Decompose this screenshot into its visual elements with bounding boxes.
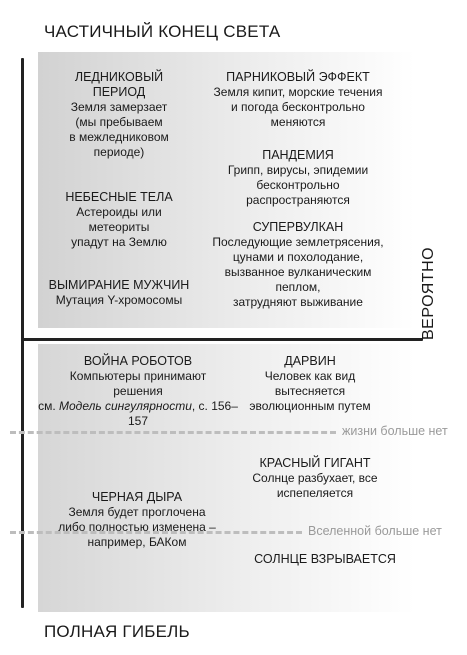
scenario-heading: ПАНДЕМИЯ — [262, 148, 334, 162]
scenario-description: Солнце разбухает, все испепеляется — [252, 471, 378, 500]
vertical-axis — [21, 58, 24, 608]
scenario-description: Компьютеры принимают решения — [69, 369, 207, 398]
scenario-heading: ЧЕРНАЯ ДЫРА — [91, 490, 183, 504]
probability-axis-label: ВЕРОЯТНО — [420, 246, 437, 340]
scenario-robot-war — [36, 354, 240, 429]
universe-threshold-label: Вселенной больше нет — [308, 524, 442, 538]
scenario-celestial-bodies — [44, 190, 194, 250]
scenario-heading: ПАРНИКОВЫЙ ЭФФЕКТ — [226, 70, 370, 84]
scenario-heading: НЕБЕСНЫЕ ТЕЛА — [65, 190, 173, 204]
scenario-description: Астероиды или метеориты упадут на Землю — [71, 205, 167, 249]
scenario-description: Мутация Y-хромосомы — [55, 293, 183, 307]
scenario-heading: СОЛНЦЕ ВЗРЫВАЕТСЯ — [254, 552, 396, 566]
scenario-description: Земля замерзает (мы пребываем в межледниковом периоде) — [69, 100, 169, 159]
life-threshold-label: жизни больше нет — [342, 424, 448, 438]
scenario-heading: СУПЕРВУЛКАН — [252, 220, 344, 234]
scenario-pandemic — [200, 148, 396, 208]
scenario-heading: ДАРВИН — [284, 354, 336, 368]
scenario-red-giant — [240, 456, 390, 501]
scenario-description: Человек как вид вытесняется эволюционным путем — [249, 369, 371, 413]
scenario-greenhouse-effect — [200, 70, 396, 130]
scenario-supervolcano — [196, 220, 400, 310]
scenario-description: Последующие землетрясения, цунами и похолодание, вызванное вулканическим пеплом, затрудняют выживание — [212, 235, 384, 309]
horizontal-axis — [21, 338, 423, 341]
scenario-heading: ЛЕДНИКОВЫЙ ПЕРИОД — [74, 70, 164, 99]
scenario-description: Грипп, вирусы, эпидемии бесконтрольно распространяются — [227, 163, 369, 207]
scenario-description: Земля будет проглочена либо полностью изменена – например, БАКом — [58, 505, 216, 549]
scenario-reference: см. Модель сингулярности, с. 156–157 — [38, 399, 238, 428]
top-title: ЧАСТИЧНЫЙ КОНЕЦ СВЕТА — [44, 22, 281, 41]
scenario-black-hole — [52, 490, 222, 550]
bottom-title: ПОЛНАЯ ГИБЕЛЬ — [44, 622, 190, 641]
scenario-heading: ВОЙНА РОБОТОВ — [83, 354, 193, 368]
scenario-male-extinction — [40, 278, 198, 308]
scenario-ice-age — [44, 70, 194, 160]
life-threshold-line — [10, 431, 336, 434]
scenario-heading: КРАСНЫЙ ГИГАНТ — [259, 456, 371, 470]
scenario-darwin — [240, 354, 380, 414]
universe-threshold-line — [10, 531, 302, 534]
scenario-heading: ВЫМИРАНИЕ МУЖЧИН — [48, 278, 190, 292]
scenario-description: Земля кипит, морские течения и погода бесконтрольно меняются — [213, 85, 383, 129]
scenario-sun-explodes — [250, 552, 400, 567]
